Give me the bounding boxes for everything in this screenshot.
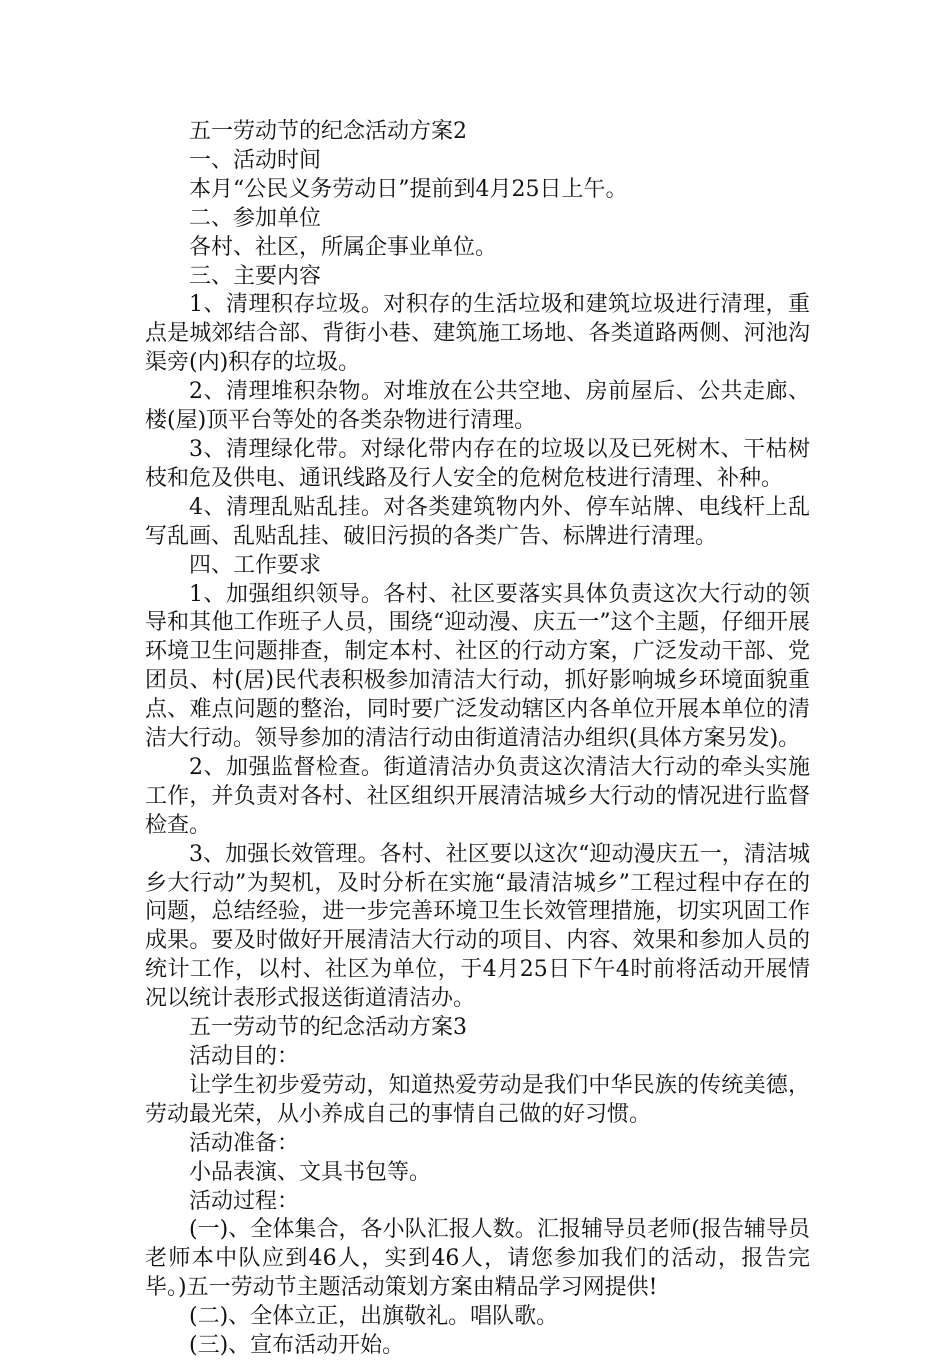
- section-heading: 活动准备：: [189, 1130, 300, 1156]
- document-title: 五一劳动节的纪念活动方案3: [189, 1015, 467, 1041]
- document-body: [145, 118, 810, 1361]
- section-heading: 三、主要内容: [189, 263, 322, 289]
- section-heading: 活动过程：: [189, 1188, 300, 1214]
- paragraph: 小品表演、文具书包等。: [189, 1159, 432, 1185]
- section-heading: 一、活动时间: [189, 147, 322, 173]
- paragraph: 让学生初步爱劳动，知道热爱劳动是我们中华民族的传统美德，劳动最光荣，从小养成自己的事情自己做的好习惯。: [145, 1072, 810, 1127]
- paragraph: 2、加强监督检查。街道清洁办负责这次清洁大行动的牵头实施工作，并负责对各村、社区组织开展清洁城乡大行动的情况进行监督检查。: [145, 754, 810, 838]
- paragraph: (三)、宣布活动开始。: [189, 1333, 405, 1359]
- paragraph: 各村、社区，所属企事业单位。: [189, 234, 498, 260]
- paragraph: 1、清理积存垃圾。对积存的生活垃圾和建筑垃圾进行清理，重点是城郊结合部、背街小巷、建筑施工场地、各类道路两侧、河池沟渠旁(内)积存的垃圾。: [145, 292, 810, 376]
- paragraph: 3、清理绿化带。对绿化带内存在的垃圾以及已死树木、干枯树枝和危及供电、通讯线路及行人安全的危树危枝进行清理、补种。: [145, 436, 810, 491]
- paragraph: 4、清理乱贴乱挂。对各类建筑物内外、停车站牌、电线杆上乱写乱画、乱贴乱挂、破旧污损的各类广告、标牌进行清理。: [145, 494, 810, 549]
- paragraph: 本月“公民义务劳动日”提前到4月25日上午。: [189, 176, 628, 202]
- section-heading: 二、参加单位: [189, 205, 322, 231]
- section-heading: 活动目的：: [189, 1044, 300, 1069]
- paragraph: (二)、全体立正，出旗敬礼。唱队歌。: [189, 1304, 559, 1330]
- paragraph: (一)、全体集合，各小队汇报人数。汇报辅导员老师(报告辅导员老师本中队应到46人，实到46人，请您参加我们的活动，报告完毕。)五一劳动节主题活动策划方案由精品学习网提供!: [145, 1217, 810, 1301]
- paragraph: 2、清理堆积杂物。对堆放在公共空地、房前屋后、公共走廊、楼(屋)顶平台等处的各类杂物进行清理。: [145, 379, 810, 434]
- paragraph: 1、加强组织领导。各村、社区要落实具体负责这次大行动的领导和其他工作班子人员，围绕“迎动漫、庆五一”这个主题，仔细开展环境卫生问题排查，制定本村、社区的行动方案，广泛发动干部、党团员、村(居)民代表积极参加清洁大行动，抓好影响城乡环境面貌重点、难点问题的整治，同时要广泛发动辖区内各单位开展本单位的清洁大行动。领导参加的清洁行动由街道清洁办组织(具体方案另发)。: [145, 581, 810, 752]
- section-heading: 四、工作要求: [189, 552, 322, 578]
- paragraph: 3、加强长效管理。各村、社区要以这次“迎动漫庆五一，清洁城乡大行动”为契机，及时分析在实施“最清洁城乡”工程过程中存在的问题，总结经验，进一步完善环境卫生长效管理措施，切实巩固工作成果。要及时做好开展清洁大行动的项目、内容、效果和参加人员的统计工作，以村、社区为单位，于4月25日下午4时前将活动开展情况以统计表形式报送街道清洁办。: [145, 841, 810, 1012]
- document-title: 五一劳动节的纪念活动方案2: [189, 119, 467, 144]
